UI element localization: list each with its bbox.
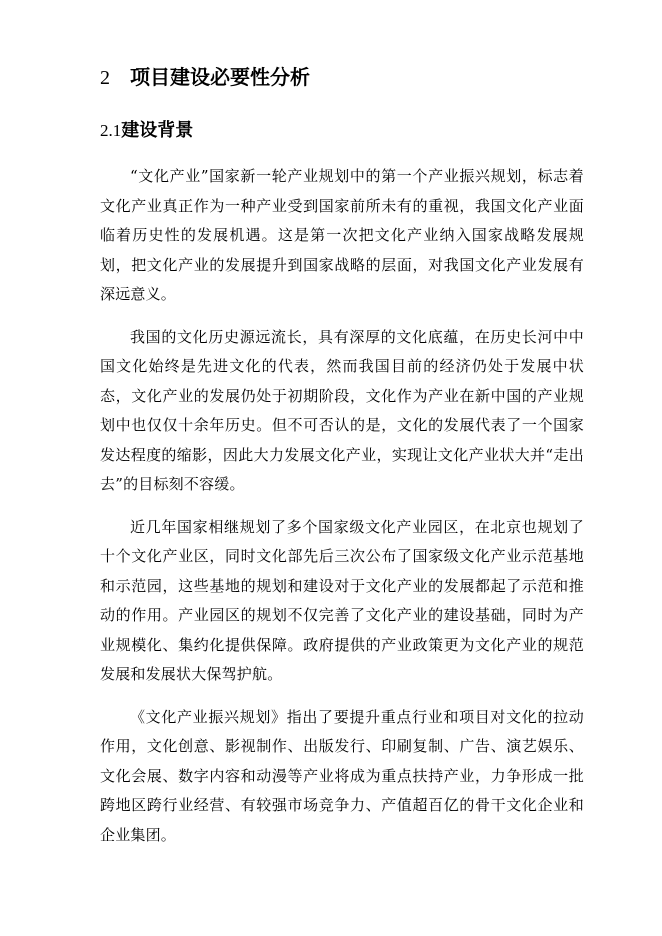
section-number: 2	[100, 67, 110, 89]
paragraph: 《文化产业振兴规划》指出了要提升重点行业和项目对文化的拉动作用，文化创意、影视制作、出版发行、印刷复制、广告、演艺娱乐、文化会展、数字内容和动漫等产业将成为重点扶持产业，力争形成一批跨地区跨行业经营、有较强市场竞争力、产值超百亿的骨干文化企业和企业集团。	[100, 707, 584, 844]
paragraph: “文化产业”国家新一轮产业规划中的第一个产业振兴规划，标志着文化产业真正作为一种产业受到国家前所未有的重视，我国文化产业面临着历史性的发展机遇。这是第一次把文化产业纳入国家战略发展规划，把文化产业的发展提升到国家战略的层面，对我国文化产业发展有深远意义。	[100, 167, 584, 303]
section-heading	[100, 62, 310, 93]
paragraph: 近几年国家相继规划了多个国家级文化产业园区，在北京也规划了十个文化产业区，同时文化部先后三次公布了国家级文化产业示范基地和示范园，这些基地的规划和建设对于文化产业的发展都起了示范和推动的作用。产业园区的规划不仅完善了文化产业的建设基础，同时为产业规模化、集约化提供保障。政府提供的产业政策更为文化产业的规范发展和发展状大保驾护航。	[100, 517, 584, 683]
paragraph: 我国的文化历史源远流长，具有深厚的文化底蕴，在历史长河中中国文化始终是先进文化的代表，然而我国目前的经济仍处于发展中状态，文化产业的发展仍处于初期阶段，文化作为产业在新中国的产业规划中也仅仅十余年历史。但不可否认的是，文化的发展代表了一个国家发达程度的缩影，因此大力发展文化产业，实现让文化产业状大并“走出去”的目标刻不容缓。	[100, 327, 584, 493]
body-text	[100, 162, 584, 863]
subsection-title: 建设背景	[121, 120, 194, 141]
section-title: 项目建设必要性分析	[130, 65, 310, 89]
subsection-number: 2.1	[100, 121, 122, 140]
subsection-heading	[100, 117, 193, 145]
